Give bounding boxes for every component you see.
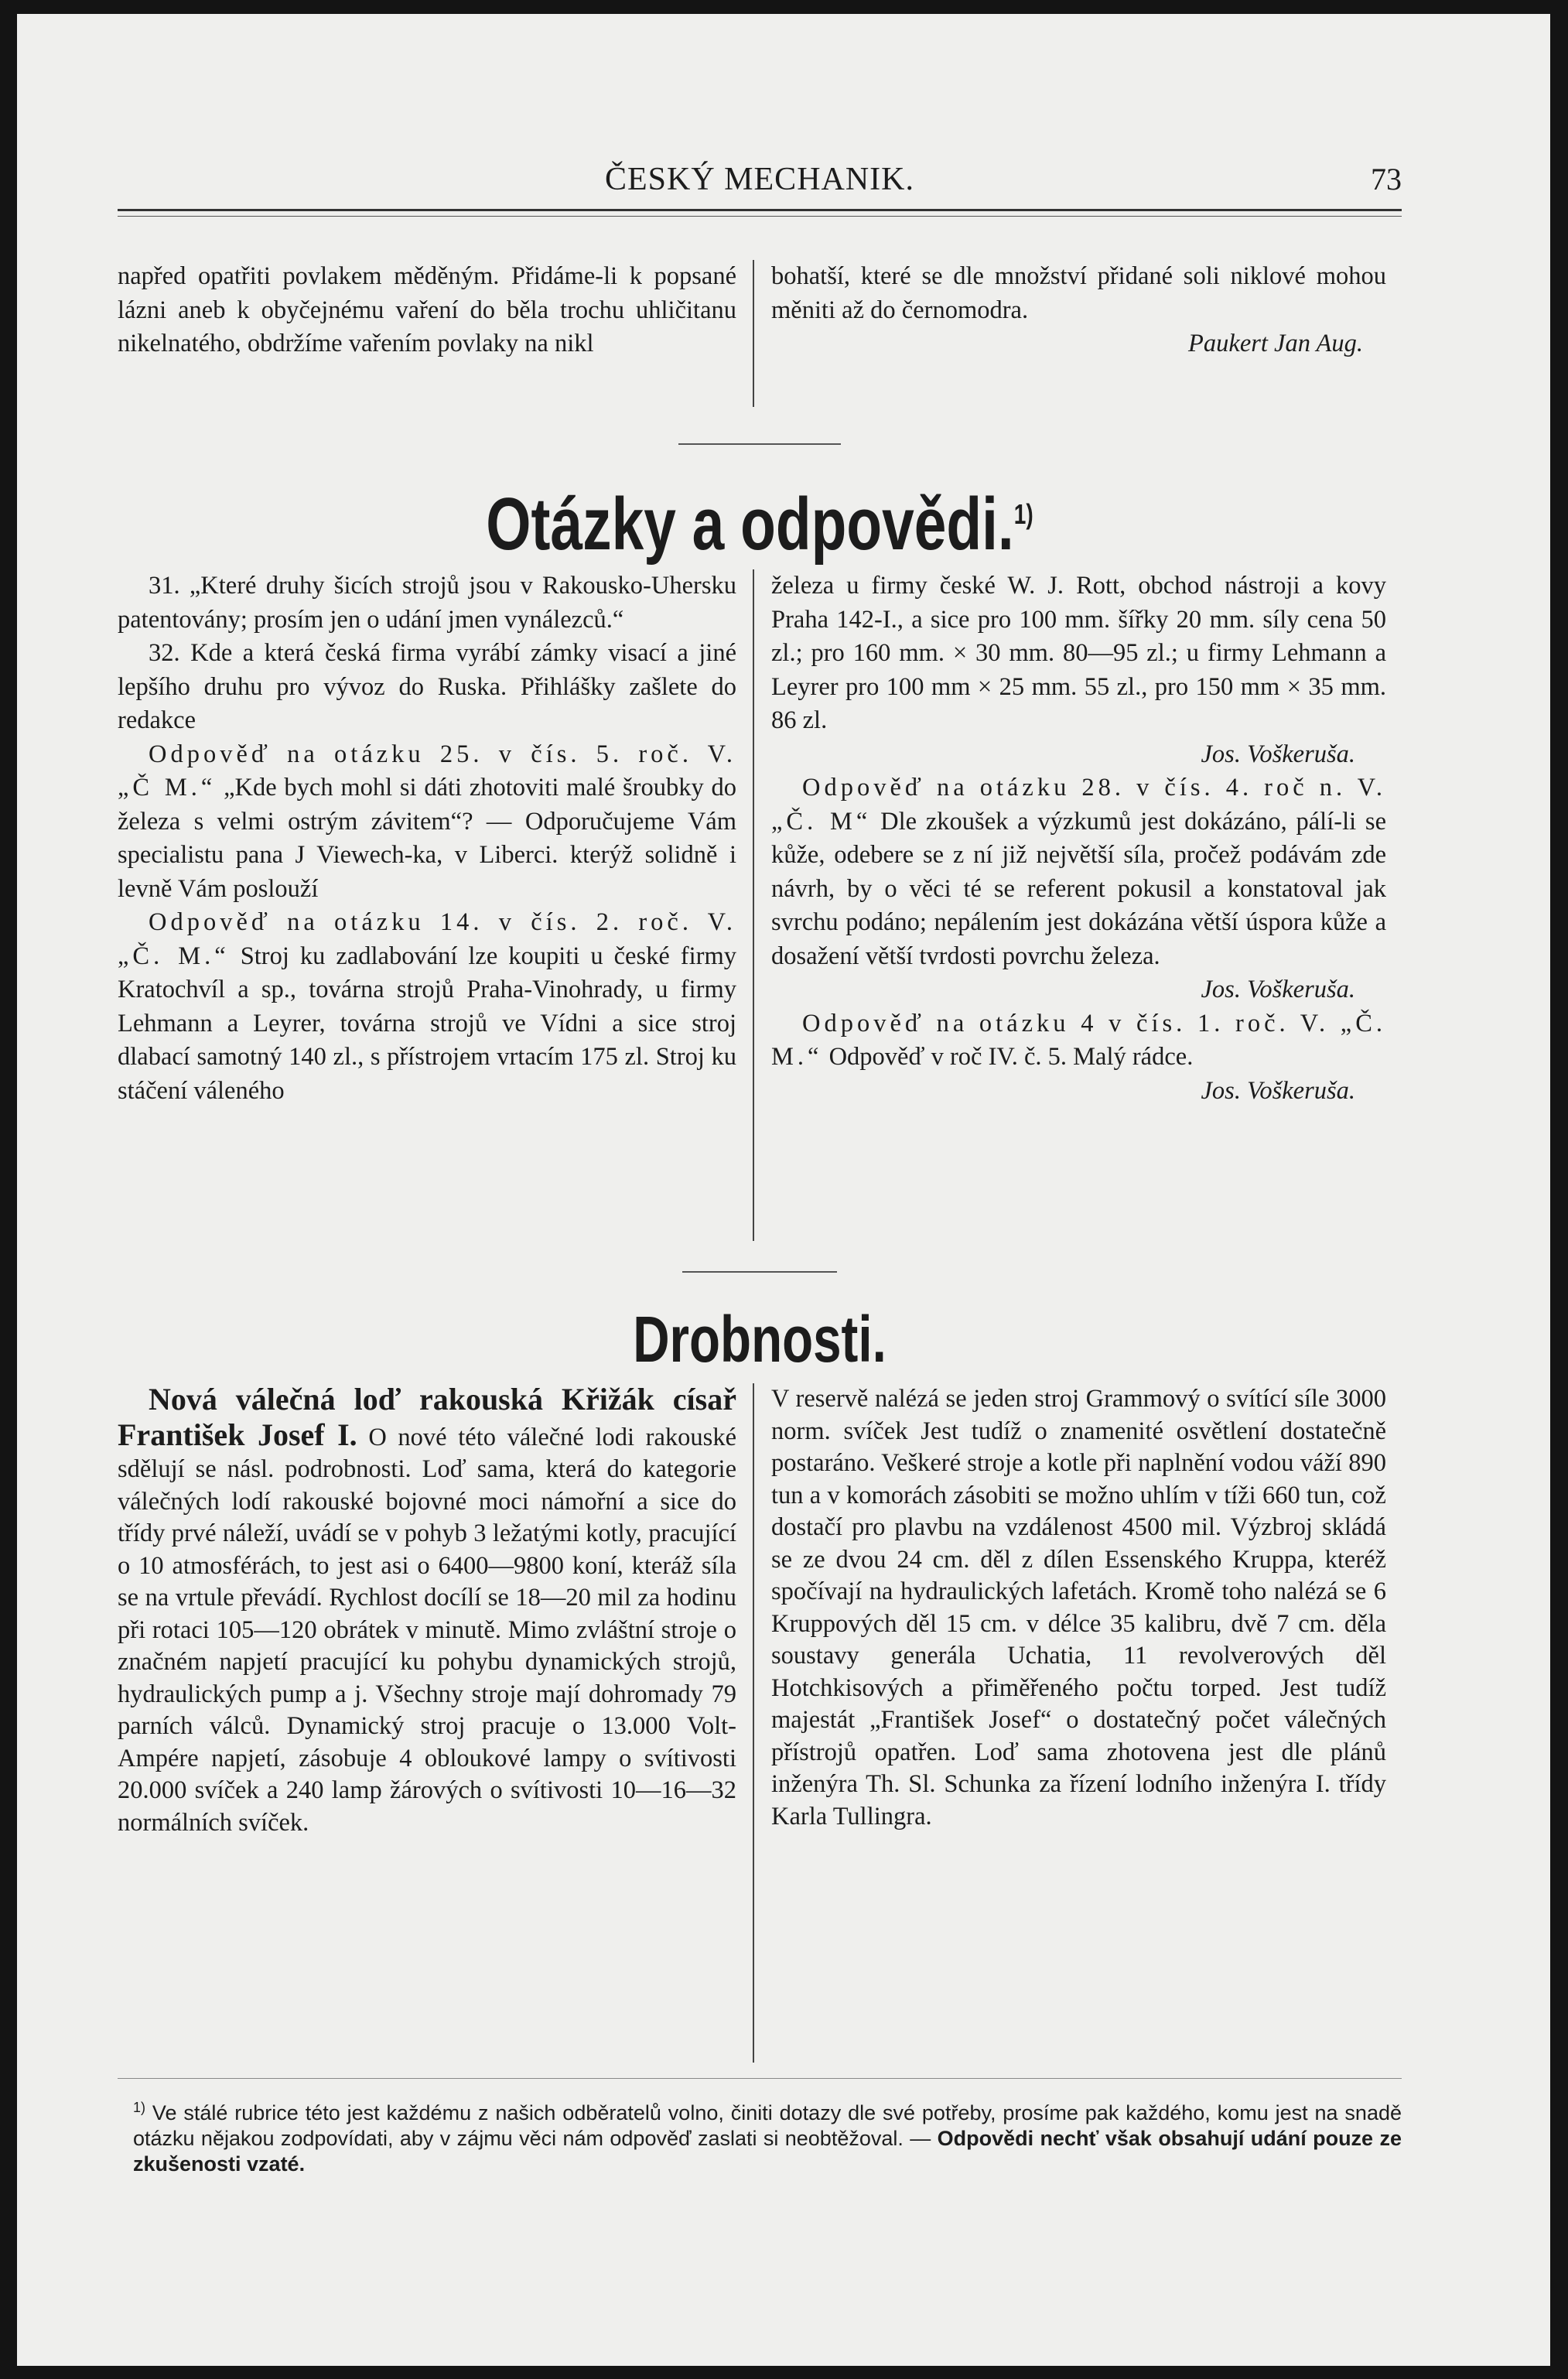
answer-28-heading: Odpověď na otázku 28. v čís. 4. roč n. V. „Č. M“ (771, 774, 1386, 836)
section-divider (682, 1271, 837, 1273)
answer-4-text: Odpověď v roč IV. č. 5. Malý rádce. (828, 1043, 1194, 1071)
article-text-left: O nové této válečné lodi rakouské sdělují se násl. podrobnosti. Loď sama, která do kategorie válečných lodí rakouské bojovné moci námořní a sice do třídy prvé náleží, uvádí se v pohyb 3 ležatými kotly, pracující o 10 atmosférách, to jest asi o 6400—9800 koní, kteráž síla se na vrtule převádí. Rychlost docílí se 18—20 mil za hodinu při rotaci 105—120 obrátek v minutě. Mimo zvláštní stroje o značném napjetí pracující ku pohybu dynamických strojů, hydraulických pump a j. Všechny stroje mají dohromady 79 parních válců. Dynamický stroj pracuje o 13.000 Volt-Ampére napjetí, zásobuje 4 obloukové lampy o svítivosti 20.000 svíček a 240 lamp žárových o svítivosti 10—16—32 normálních svíček. (118, 1423, 736, 1837)
column-divider (753, 569, 754, 1241)
header-rule (118, 209, 1402, 217)
answer-14-text: Stroj ku zadlabování lze koupiti u české firmy Kratochvíl a sp., továrna strojů Praha-Vinohrady, u firmy Lehmann a Leyrer, továrna strojů ve Vídni a sice stroj dlabací samotný 140 zl., s přístrojem vrtacím 175 zl. Stroj ku stáčení váleného (118, 942, 736, 1105)
qa-title-text: Otázky a odpovědi. (486, 483, 1014, 566)
answer-14-continuation: železa u firmy české W. J. Rott, obchod nástroji a kovy Praha 142-I., a sice pro 100 mm. šířky 20 mm. síly cena 50 zl.; pro 160 mm. × 30 mm. 80—95 zl.; u firmy Lehmann a Leyrer pro 100 mm × 25 mm. 55 zl., pro 150 mm × 35 mm. 86 zl. (771, 572, 1386, 734)
answer-28-text: Dle zkoušek a výzkumů jest dokázáno, pálí-li se kůže, odebere se z ní již největší síla, pročež podávám zde návrh, by o věci té se referent pokusil a konstatoval jak svrchu podáno; nepálením jest dokázána větší úspora kůže a dosažení větší tvrdosti povrchu železa. (771, 807, 1386, 970)
answer-25-heading: Odpověď na otázku 25. v čís. 5. roč. V. „Č M.“ (118, 740, 736, 802)
top-right-column (771, 260, 1386, 407)
signature-voskerusa-2: Jos. Voškeruša. (1201, 976, 1355, 1003)
page-number: 73 (1371, 162, 1402, 197)
column-divider (753, 1383, 754, 2063)
answer-4-heading: Odpověď na otázku 4 v čís. 1. roč. V. „Č. M.“ (771, 1009, 1386, 1071)
column-divider (753, 260, 754, 407)
top-left-text: napřed opatřiti povlakem měděným. Přidáme-li k popsané lázni aneb k obyčejnému vaření do běla trochu uhličitanu nikelnatého, obdržíme vařením povlaky na nikl (118, 262, 736, 357)
question-31: 31. „Které druhy šicích strojů jsou v Rakousko-Uhersku patentovány; prosím jen o udání jmen vynálezců.“ (118, 572, 736, 634)
signature-voskerusa-1: Jos. Voškeruša. (1201, 740, 1355, 768)
running-header (118, 161, 1402, 207)
qa-footnote-mark: 1) (1013, 498, 1033, 530)
section-divider (678, 443, 841, 445)
article-text-right: V reservě nalézá se jeden stroj Grammový o svítící síle 3000 norm. svíček Jest tudíž o znamenité osvětlení dostatečně postaráno. Veškeré stroje a kotle při naplnění vodou váží 890 tun a v komorách zásobiti se možno uhlím v tíži 660 tun, což dostačí pro plavbu na vzdálenost 4500 mil. Výzbroj skládá se ze dvou 24 cm. děl z dílen Essenského Kruppa, kteréž spočívají na hydraulických lafetách. Kromě toho nalézá se 6 Kruppových děl 15 cm. v délce 35 kalibru, dvě 7 cm. děla soustavy generála Uchatia, 11 revolverových děl Hotchkisových a přiměřeného počtu torped. Jest tudíž majestát „František Josef“ o dostatečný počet válečných přístrojů opatřen. Loď sama zhotovena jest dle plánů inženýra Th. Sl. Schunka za řízení lodního inženýra I. třídy Karla Tullingra. (771, 1385, 1386, 1830)
footnote-bold-text: Odpovědi nechť však obsahují udání pouze ze zkušenosti vzaté. (133, 2127, 1402, 2176)
footnote-text: Ve stálé rubrice této jest každému z našich odběratelů volno, činiti dotazy dle své potřeby, prosíme pak každého, komu jest na snadě otázku nějakou zodpovídati, aby v zájmu věci nám odpověď zaslati si neobtěžoval. — (133, 2101, 1402, 2150)
answer-14-heading: Odpověď na otázku 14. v čís. 2. roč. V. „Č. M.“ (118, 908, 736, 970)
qa-left-column (118, 569, 736, 1242)
drobnosti-section-title: Drobnosti. (633, 1303, 886, 1376)
drobnosti-title-wrap (118, 1302, 1402, 1379)
top-left-column (118, 260, 736, 407)
qa-title-wrap (118, 482, 1402, 567)
article-title: Nová válečná loď rakouská Křižák císař František Josef I. (118, 1383, 736, 1452)
footnote-mark: 1) (133, 2100, 146, 2115)
journal-title: ČESKÝ MECHANIK. (604, 162, 914, 197)
answer-25-text: „Kde bych mohl si dáti zhotoviti malé šroubky do železa s velmi ostrým závitem“? — Odporučujeme Vám specialistu pana J Viewech-ka, v Liberci. kterýž solidně i levně Vám poslouží (118, 774, 736, 903)
signature-paukert: Paukert Jan Aug. (1188, 330, 1363, 357)
drobnosti-left-column (118, 1383, 736, 2064)
qa-section-title (259, 482, 1261, 567)
top-right-text: bohatší, které se dle množství přidané soli niklové mohou měniti až do černomodra. (771, 262, 1386, 324)
qa-right-column (771, 569, 1386, 1242)
question-32: 32. Kde a která česká firma vyrábí zámky visací a jiné lepšího druhu pro vývoz do Ruska. Přihlášky zašlete do redakce (118, 639, 736, 734)
drobnosti-right-column (771, 1383, 1386, 2064)
footnote (133, 2095, 1402, 2177)
footnote-rule (118, 2078, 1402, 2079)
signature-voskerusa-3: Jos. Voškeruša. (1201, 1076, 1355, 1105)
page (17, 14, 1550, 2366)
